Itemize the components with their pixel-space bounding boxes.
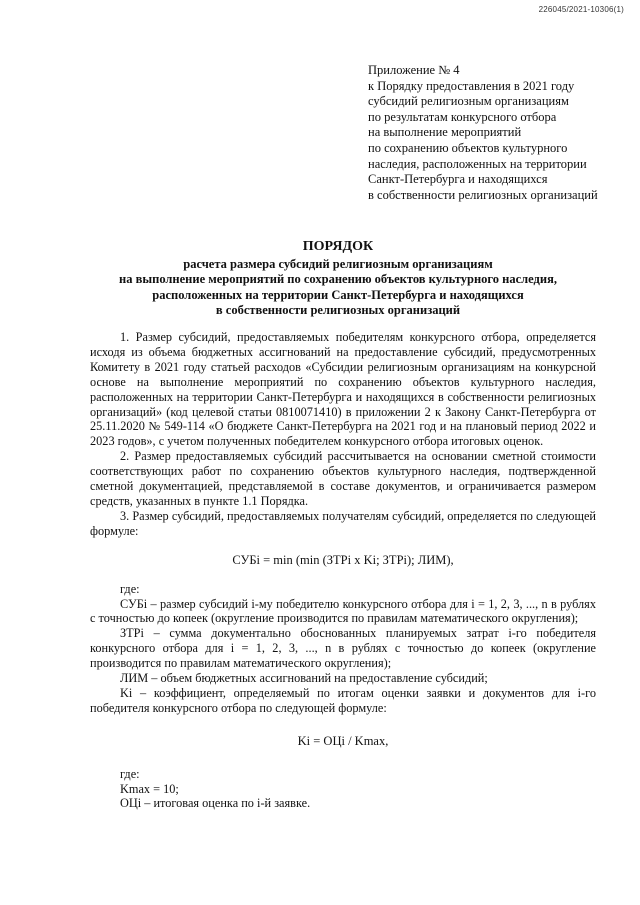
coefficient-formula: Ki = ОЦi / Kmax, [297, 733, 389, 748]
document-subtitle-line: в собственности религиозных организаций [215, 302, 461, 317]
appendix-line: Приложение № 4 [368, 63, 460, 77]
appendix-line: субсидий религиозным организациям [368, 94, 569, 109]
definition-kmax: Kmax = 10; [120, 781, 179, 796]
definition-ki: Ki – коэффициент, определяемый по итогам оценки заявки и документов для i-го победителя конкурсного отбора по следующей формуле: [90, 685, 596, 715]
document-registration-number: 226045/2021-10306(1) [538, 5, 624, 14]
subsidy-formula: СУБi = min (min (ЗТРi x Ki; ЗТРi); ЛИМ), [232, 552, 454, 567]
definition-ztri: ЗТРi – сумма документально обоснованных планируемых затрат i-го победителя конкурсного отбора для i = 1, 2, 3, ..., n в рублях с точностью до копеек (округление производится по правилам математического округления); [90, 626, 596, 671]
appendix-header [368, 63, 630, 203]
paragraph-1: 1. Размер субсидий, предоставляемых победителям конкурсного отбора, определяется исходя из объема бюджетных ассигнований на предоставление субсидий, предусмотренных Комитету в 2021 году статьей расходов «Субсидии религиозным организациям на конкурсной основе на выполнение мероприятий по сохранению объектов культурного наследия, расположенных на территории Санкт-Петербурга и находящихся в собственности религиозных организаций» (код целевой статьи 0810071410) в приложении 2 к Закону Санкт-Петербурга от 25.11.2020 № 549-114 «О бюджете Санкт-Петербурга на 2021 год и на плановый период 2022 и 2023 годов», с учетом полученных победителем конкурсного отбора итоговых оценок. [90, 330, 596, 449]
document-body [90, 330, 596, 811]
definition-oci: ОЦi – итоговая оценка по i-й заявке. [120, 796, 311, 811]
appendix-line: в собственности религиозных организаций [368, 187, 598, 202]
document-subtitle-line: расположенных на территории Санкт-Петербурга и находящихся [152, 287, 524, 302]
paragraph-2: 2. Размер предоставляемых субсидий рассчитывается на основании сметной стоимости соответствующих работ по сохранению объектов культурного наследия, подтвержденной сметной документацией, представляемой в составе документов, и ограничивается размером средств, указанных в пункте 1.1 Порядка. [90, 449, 596, 508]
definition-lim: ЛИМ – объем бюджетных ассигнований на предоставление субсидий; [120, 671, 488, 686]
appendix-line: Санкт-Петербурга и находящихся [368, 172, 548, 187]
where-label: где: [120, 581, 140, 596]
document-subtitle-line: на выполнение мероприятий по сохранению объектов культурного наследия, [119, 272, 557, 287]
definition-subi: СУБi – размер субсидий i-му победителю конкурсного отбора для i = 1, 2, 3, ..., n в рублях с точностью до копеек (округление производится по правилам математического округления); [90, 596, 596, 626]
appendix-line: наследия, расположенных на территории [368, 156, 587, 171]
where-label: где: [120, 766, 140, 781]
paragraph-3: 3. Размер субсидий, предоставляемых получателям субсидий, определяется по следующей формуле: [90, 508, 596, 538]
appendix-line: по сохранению объектов культурного [368, 140, 568, 155]
document-subtitle-line: расчета размера субсидий религиозным организациям [183, 257, 493, 271]
document-title-block [88, 238, 588, 318]
appendix-line: по результатам конкурсного отбора [368, 109, 557, 124]
document-title: ПОРЯДОК [302, 239, 374, 254]
appendix-line: к Порядку предоставления в 2021 году [368, 78, 575, 93]
appendix-line: на выполнение мероприятий [368, 125, 522, 140]
